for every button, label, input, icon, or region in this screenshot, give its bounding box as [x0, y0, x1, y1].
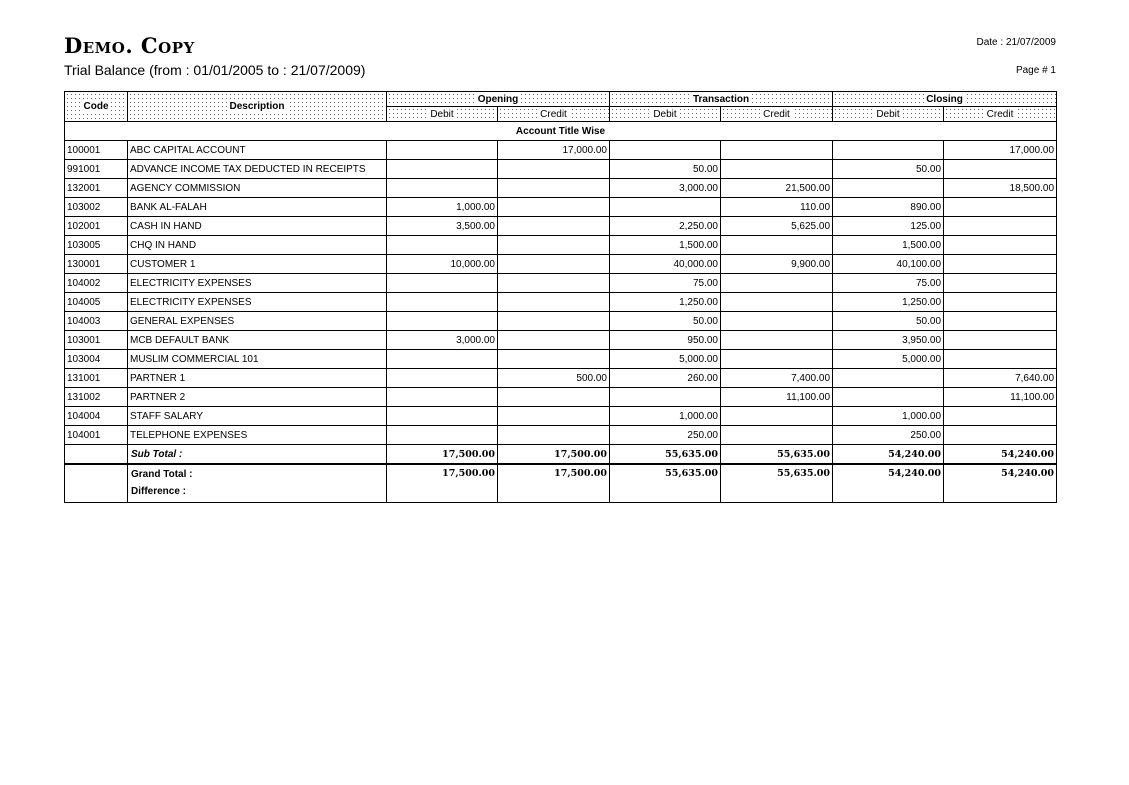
col-header-opening-debit: Debit — [387, 107, 498, 122]
table-row — [65, 198, 1057, 217]
opening-debit-cell — [387, 236, 498, 255]
description-cell: MCB DEFAULT BANK — [128, 331, 387, 350]
report-date: Date : 21/07/2009 — [976, 37, 1056, 48]
table-row — [65, 274, 1057, 293]
subtotal-code-cell — [65, 445, 128, 465]
code-cell: 130001 — [65, 255, 128, 274]
company-name: Demo. Copy — [64, 33, 195, 58]
transaction-credit-cell: 9,900.00 — [721, 255, 833, 274]
table-row — [65, 293, 1057, 312]
closing-debit-cell: 125.00 — [833, 217, 944, 236]
transaction-credit-cell: 21,500.00 — [721, 179, 833, 198]
trial-balance-table — [64, 91, 1057, 503]
section-heading: Account Title Wise — [65, 122, 1057, 141]
subtotal-row — [65, 445, 1057, 465]
closing-debit-cell: 75.00 — [833, 274, 944, 293]
closing-debit-cell: 50.00 — [833, 312, 944, 331]
transaction-debit-cell: 75.00 — [610, 274, 721, 293]
code-cell: 103005 — [65, 236, 128, 255]
transaction-credit-cell: 110.00 — [721, 198, 833, 217]
opening-credit-cell — [498, 350, 610, 369]
col-header-closing-credit: Credit — [944, 107, 1057, 122]
report-title: Trial Balance (from : 01/01/2005 to : 21/07/2009) — [64, 62, 366, 78]
transaction-debit-cell — [610, 141, 721, 160]
closing-debit-cell: 1,500.00 — [833, 236, 944, 255]
subtotal-transaction-credit: 55,635.00 — [721, 445, 833, 465]
col-header-description: Description — [128, 92, 387, 122]
closing-credit-cell — [944, 217, 1057, 236]
closing-credit-cell: 17,000.00 — [944, 141, 1057, 160]
opening-debit-cell — [387, 369, 498, 388]
transaction-debit-cell — [610, 198, 721, 217]
description-cell: TELEPHONE EXPENSES — [128, 426, 387, 445]
closing-credit-cell — [944, 426, 1057, 445]
description-cell: CHQ IN HAND — [128, 236, 387, 255]
transaction-credit-cell — [721, 331, 833, 350]
closing-credit-cell — [944, 293, 1057, 312]
transaction-credit-cell: 11,100.00 — [721, 388, 833, 407]
subtotal-opening-credit: 17,500.00 — [498, 445, 610, 465]
opening-debit-cell — [387, 293, 498, 312]
closing-debit-cell: 890.00 — [833, 198, 944, 217]
closing-credit-cell — [944, 407, 1057, 426]
description-cell: PARTNER 2 — [128, 388, 387, 407]
description-cell: CUSTOMER 1 — [128, 255, 387, 274]
grandtotal-code-cell — [65, 464, 128, 503]
code-cell: 131002 — [65, 388, 128, 407]
opening-debit-cell: 10,000.00 — [387, 255, 498, 274]
grandtotal-closing-credit: 54,240.00 — [944, 464, 1057, 503]
opening-credit-cell — [498, 407, 610, 426]
table-row — [65, 179, 1057, 198]
code-cell: 104003 — [65, 312, 128, 331]
description-cell: ABC CAPITAL ACCOUNT — [128, 141, 387, 160]
opening-credit-cell — [498, 426, 610, 445]
description-cell: ADVANCE INCOME TAX DEDUCTED IN RECEIPTS — [128, 160, 387, 179]
code-cell: 132001 — [65, 179, 128, 198]
grandtotal-closing-debit: 54,240.00 — [833, 464, 944, 503]
transaction-debit-cell: 1,250.00 — [610, 293, 721, 312]
closing-credit-cell — [944, 312, 1057, 331]
transaction-debit-cell: 1,500.00 — [610, 236, 721, 255]
subtotal-closing-debit: 54,240.00 — [833, 445, 944, 465]
description-cell: AGENCY COMMISSION — [128, 179, 387, 198]
col-header-opening-credit: Credit — [498, 107, 610, 122]
code-cell: 102001 — [65, 217, 128, 236]
opening-debit-cell — [387, 160, 498, 179]
description-cell: MUSLIM COMMERCIAL 101 — [128, 350, 387, 369]
opening-debit-cell — [387, 312, 498, 331]
description-cell: GENERAL EXPENSES — [128, 312, 387, 331]
table-row — [65, 255, 1057, 274]
closing-debit-cell — [833, 369, 944, 388]
closing-debit-cell: 5,000.00 — [833, 350, 944, 369]
description-cell: ELECTRICITY EXPENSES — [128, 274, 387, 293]
closing-debit-cell: 3,950.00 — [833, 331, 944, 350]
grandtotal-row — [65, 464, 1057, 503]
closing-debit-cell: 1,250.00 — [833, 293, 944, 312]
transaction-debit-cell: 50.00 — [610, 312, 721, 331]
opening-credit-cell — [498, 179, 610, 198]
table-row — [65, 217, 1057, 236]
description-cell: ELECTRICITY EXPENSES — [128, 293, 387, 312]
opening-credit-cell — [498, 293, 610, 312]
description-cell: BANK AL-FALAH — [128, 198, 387, 217]
transaction-credit-cell — [721, 350, 833, 369]
subtotal-label: Sub Total : — [128, 445, 387, 465]
opening-debit-cell — [387, 388, 498, 407]
opening-credit-cell — [498, 331, 610, 350]
transaction-debit-cell: 950.00 — [610, 331, 721, 350]
opening-debit-cell: 1,000.00 — [387, 198, 498, 217]
code-cell: 103001 — [65, 331, 128, 350]
transaction-credit-cell: 5,625.00 — [721, 217, 833, 236]
transaction-debit-cell: 50.00 — [610, 160, 721, 179]
closing-credit-cell: 18,500.00 — [944, 179, 1057, 198]
grandtotal-opening-debit: 17,500.00 — [387, 464, 498, 503]
table-row — [65, 388, 1057, 407]
col-header-transaction: Transaction — [610, 92, 833, 107]
table-row — [65, 407, 1057, 426]
opening-debit-cell: 3,000.00 — [387, 331, 498, 350]
closing-credit-cell — [944, 331, 1057, 350]
opening-credit-cell: 500.00 — [498, 369, 610, 388]
transaction-debit-cell: 1,000.00 — [610, 407, 721, 426]
closing-credit-cell: 11,100.00 — [944, 388, 1057, 407]
transaction-credit-cell — [721, 407, 833, 426]
opening-debit-cell — [387, 350, 498, 369]
closing-debit-cell: 1,000.00 — [833, 407, 944, 426]
col-header-code: Code — [65, 92, 128, 122]
difference-label: Difference : — [131, 486, 187, 497]
code-cell: 104002 — [65, 274, 128, 293]
opening-credit-cell — [498, 198, 610, 217]
closing-credit-cell — [944, 274, 1057, 293]
table-row — [65, 236, 1057, 255]
opening-credit-cell: 17,000.00 — [498, 141, 610, 160]
code-cell: 104001 — [65, 426, 128, 445]
description-cell: CASH IN HAND — [128, 217, 387, 236]
grandtotal-opening-credit: 17,500.00 — [498, 464, 610, 503]
transaction-credit-cell — [721, 426, 833, 445]
closing-credit-cell — [944, 160, 1057, 179]
opening-debit-cell — [387, 407, 498, 426]
opening-debit-cell — [387, 179, 498, 198]
table-row — [65, 312, 1057, 331]
opening-credit-cell — [498, 274, 610, 293]
code-cell: 131001 — [65, 369, 128, 388]
description-cell: STAFF SALARY — [128, 407, 387, 426]
closing-debit-cell — [833, 388, 944, 407]
transaction-debit-cell: 5,000.00 — [610, 350, 721, 369]
subtotal-transaction-debit: 55,635.00 — [610, 445, 721, 465]
transaction-credit-cell — [721, 274, 833, 293]
transaction-credit-cell — [721, 160, 833, 179]
subtotal-opening-debit: 17,500.00 — [387, 445, 498, 465]
closing-credit-cell: 7,640.00 — [944, 369, 1057, 388]
transaction-credit-cell — [721, 141, 833, 160]
table-row — [65, 426, 1057, 445]
description-cell: PARTNER 1 — [128, 369, 387, 388]
col-header-closing-debit: Debit — [833, 107, 944, 122]
table-row — [65, 331, 1057, 350]
closing-debit-cell: 40,100.00 — [833, 255, 944, 274]
opening-debit-cell — [387, 426, 498, 445]
transaction-debit-cell: 250.00 — [610, 426, 721, 445]
subtotal-closing-credit: 54,240.00 — [944, 445, 1057, 465]
col-header-opening: Opening — [387, 92, 610, 107]
transaction-debit-cell: 3,000.00 — [610, 179, 721, 198]
closing-debit-cell — [833, 141, 944, 160]
opening-debit-cell — [387, 274, 498, 293]
page-number: Page # 1 — [1015, 65, 1056, 76]
closing-debit-cell: 50.00 — [833, 160, 944, 179]
transaction-credit-cell: 7,400.00 — [721, 369, 833, 388]
code-cell: 991001 — [65, 160, 128, 179]
table-row — [65, 160, 1057, 179]
closing-credit-cell — [944, 236, 1057, 255]
closing-credit-cell — [944, 350, 1057, 369]
opening-credit-cell — [498, 312, 610, 331]
code-cell: 104005 — [65, 293, 128, 312]
closing-debit-cell — [833, 179, 944, 198]
opening-debit-cell — [387, 141, 498, 160]
opening-debit-cell: 3,500.00 — [387, 217, 498, 236]
opening-credit-cell — [498, 217, 610, 236]
transaction-debit-cell — [610, 388, 721, 407]
transaction-credit-cell — [721, 293, 833, 312]
grandtotal-label-cell — [128, 464, 387, 503]
opening-credit-cell — [498, 236, 610, 255]
table-row — [65, 141, 1057, 160]
transaction-credit-cell — [721, 236, 833, 255]
opening-credit-cell — [498, 388, 610, 407]
transaction-debit-cell: 2,250.00 — [610, 217, 721, 236]
transaction-credit-cell — [721, 312, 833, 331]
closing-debit-cell: 250.00 — [833, 426, 944, 445]
code-cell: 100001 — [65, 141, 128, 160]
grandtotal-transaction-debit: 55,635.00 — [610, 464, 721, 503]
col-header-transaction-credit: Credit — [721, 107, 833, 122]
col-header-transaction-debit: Debit — [610, 107, 721, 122]
transaction-debit-cell: 40,000.00 — [610, 255, 721, 274]
grandtotal-label: Grand Total : — [131, 469, 193, 480]
code-cell: 103004 — [65, 350, 128, 369]
col-header-closing: Closing — [833, 92, 1057, 107]
table-row — [65, 369, 1057, 388]
grandtotal-transaction-credit: 55,635.00 — [721, 464, 833, 503]
transaction-debit-cell: 260.00 — [610, 369, 721, 388]
closing-credit-cell — [944, 198, 1057, 217]
opening-credit-cell — [498, 160, 610, 179]
table-row — [65, 350, 1057, 369]
opening-credit-cell — [498, 255, 610, 274]
code-cell: 103002 — [65, 198, 128, 217]
code-cell: 104004 — [65, 407, 128, 426]
closing-credit-cell — [944, 255, 1057, 274]
